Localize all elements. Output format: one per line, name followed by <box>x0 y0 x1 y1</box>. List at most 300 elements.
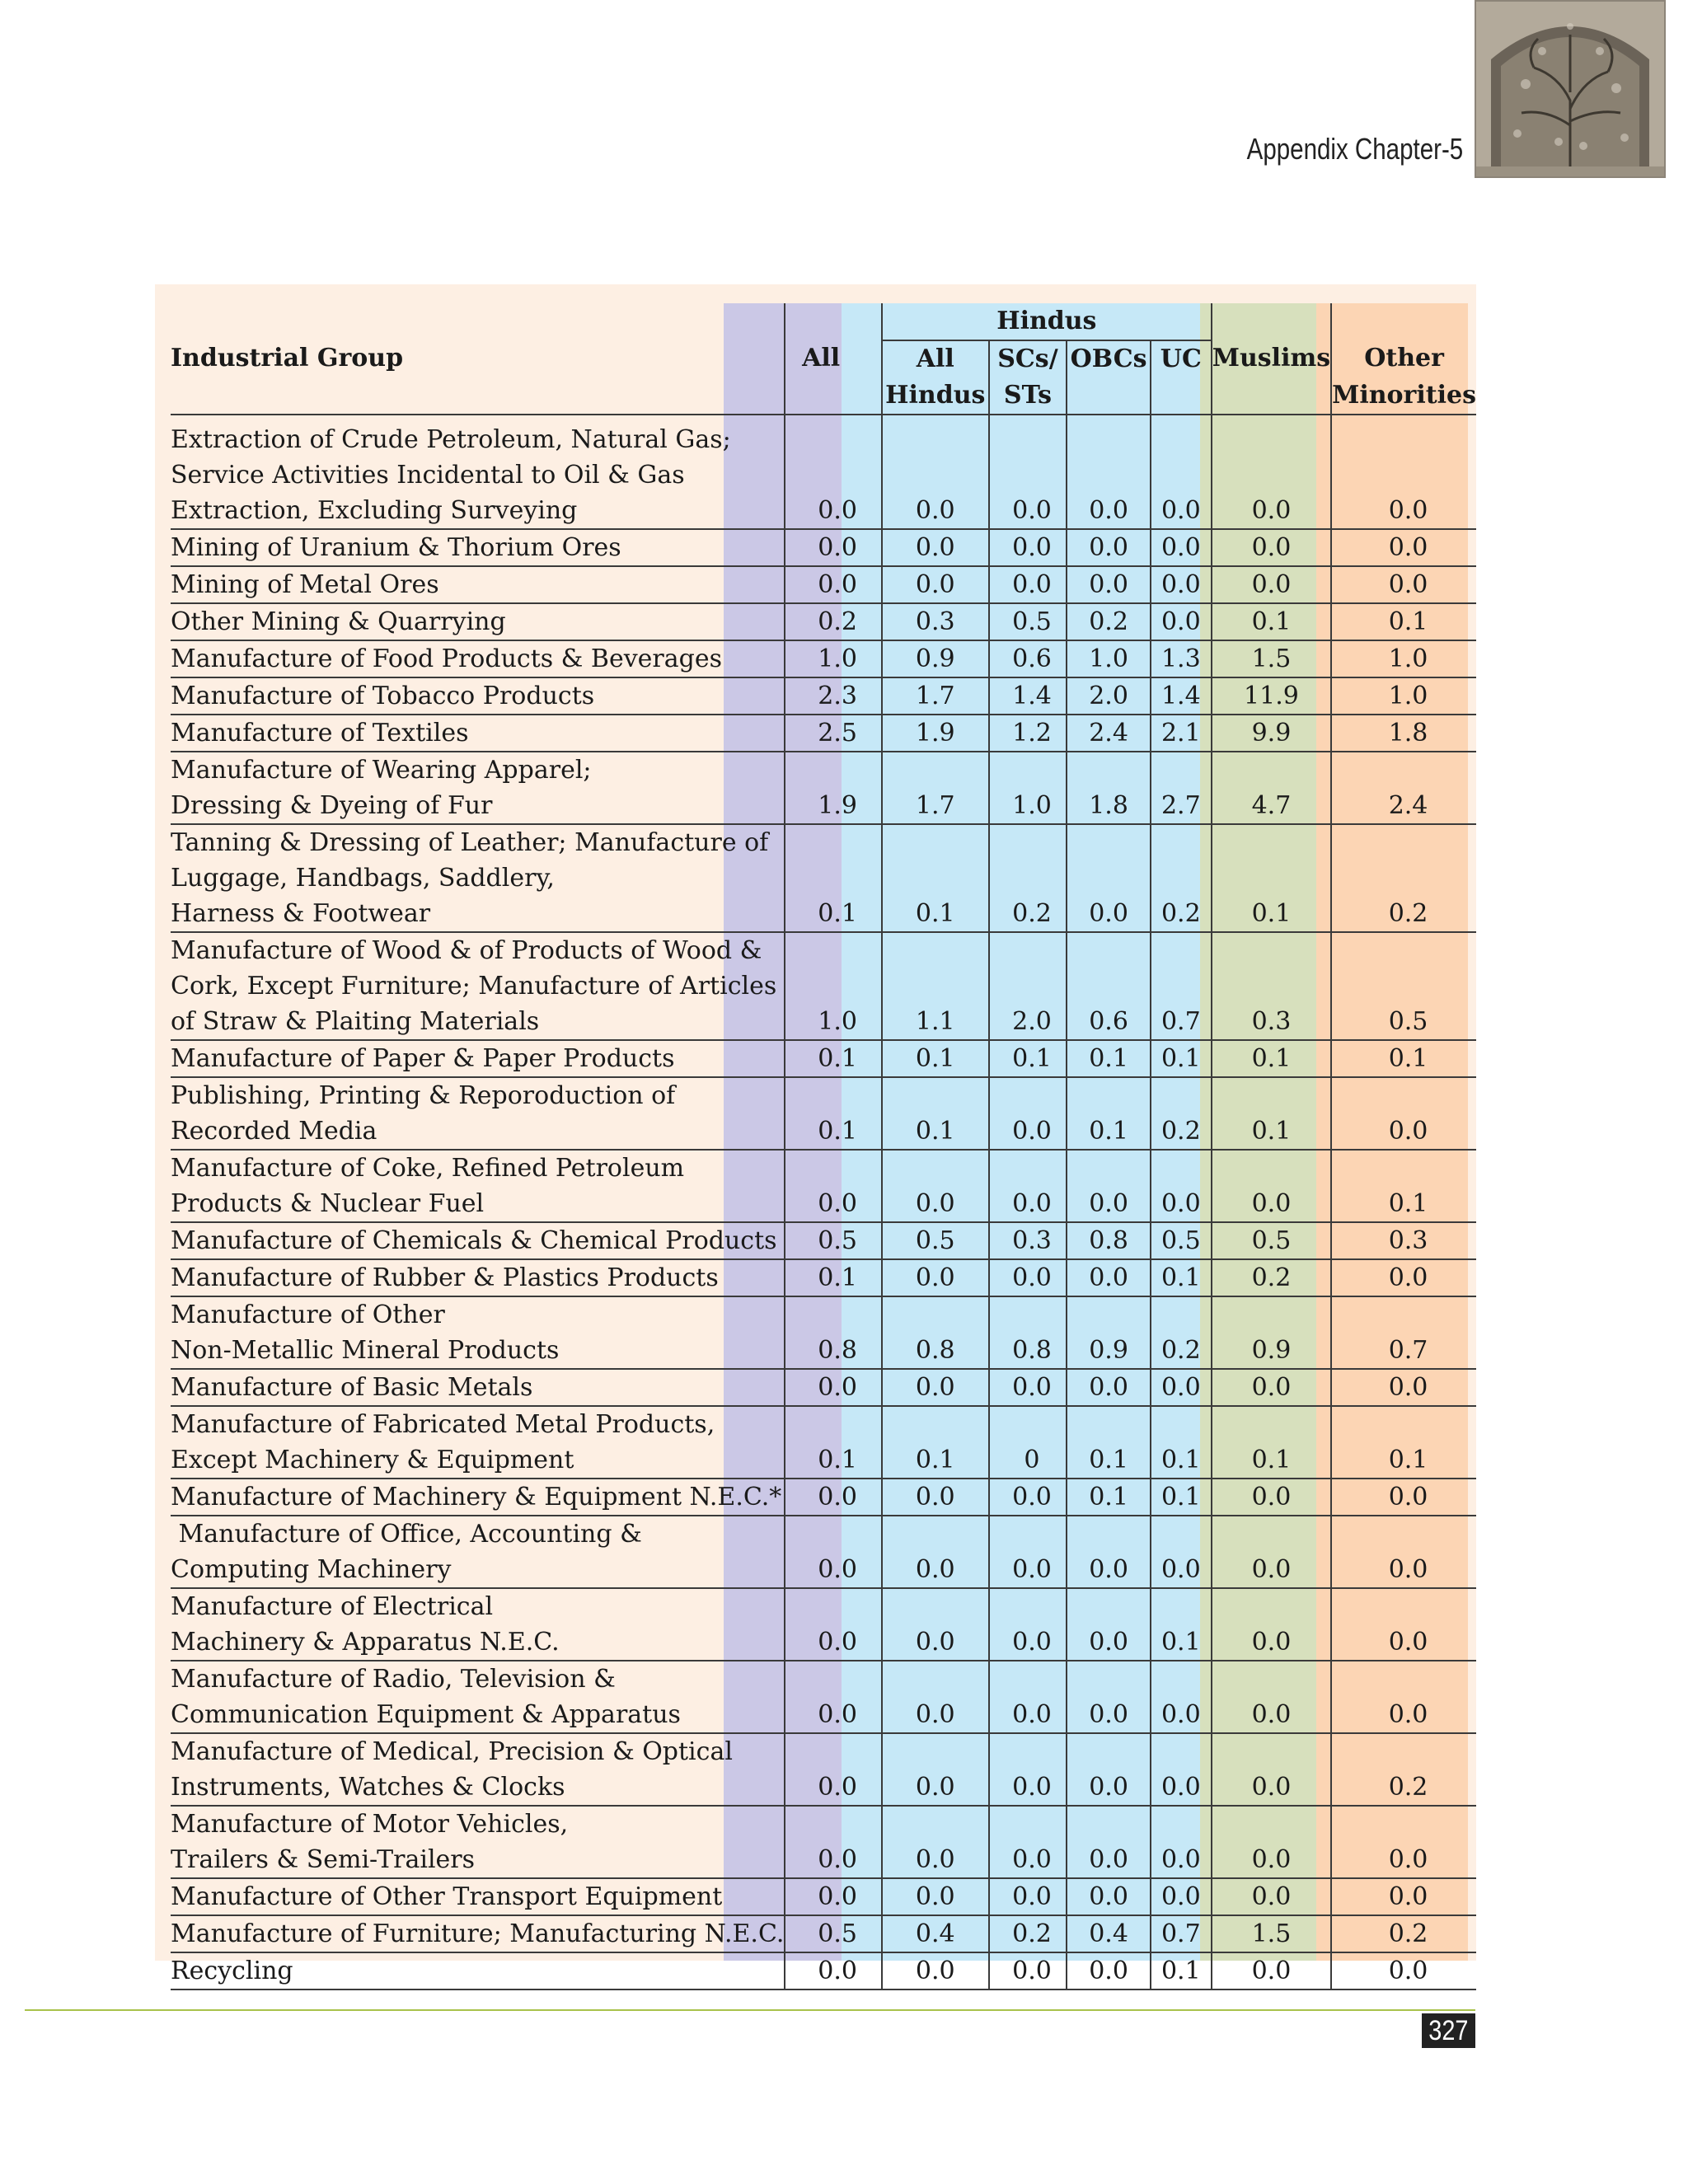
obcs-value: 0.0 <box>1067 1516 1151 1588</box>
scs-sts-value: 0 <box>989 1406 1067 1479</box>
industrial-group-name-line: Manufacture of Fabricated Metal Products, <box>171 1410 715 1439</box>
all-value: 0.0 <box>785 1661 882 1733</box>
obcs-value: 0.0 <box>1067 1588 1151 1661</box>
industrial-group-name-line: Manufacture of Rubber & Plastics Products <box>171 1263 719 1292</box>
industrial-group-name <box>171 1952 785 1990</box>
table-row <box>171 1406 1476 1479</box>
uc-value: 0.0 <box>1151 529 1212 566</box>
all-hindus-value: 0.0 <box>882 1878 989 1915</box>
all-value: 0.1 <box>785 1040 882 1077</box>
uc-value: 0.1 <box>1151 1479 1212 1516</box>
table-row <box>171 1150 1476 1222</box>
obcs-value: 0.0 <box>1067 1150 1151 1222</box>
industrial-group-name <box>171 1077 785 1150</box>
other-minorities-value: 0.3 <box>1331 1222 1476 1259</box>
other-minorities-header-line1: Other <box>1331 340 1476 377</box>
muslims-value: 0.3 <box>1212 932 1331 1040</box>
all-value: 0.1 <box>785 1259 882 1296</box>
all-hindus-value: 0.1 <box>882 824 989 932</box>
all-hindus-value: 0.4 <box>882 1915 989 1952</box>
obcs-value: 0.1 <box>1067 1406 1151 1479</box>
muslims-value: 0.0 <box>1212 422 1331 529</box>
muslims-value: 1.5 <box>1212 1915 1331 1952</box>
industrial-group-table <box>171 303 1476 1990</box>
other-minorities-value: 0.1 <box>1331 1406 1476 1479</box>
industrial-group-name <box>171 1369 785 1406</box>
uc-header: UC <box>1151 340 1212 377</box>
table-row <box>171 1733 1476 1806</box>
uc-value: 0.7 <box>1151 1915 1212 1952</box>
industrial-group-name-line: Manufacture of Furniture; Manufacturing N.E.C. <box>171 1919 785 1948</box>
all-value: 0.0 <box>785 1369 882 1406</box>
industrial-group-name <box>171 1516 785 1588</box>
uc-value: 2.7 <box>1151 752 1212 824</box>
industrial-group-table-panel <box>155 284 1476 1985</box>
uc-value: 0.2 <box>1151 1077 1212 1150</box>
other-minorities-value: 0.0 <box>1331 1661 1476 1733</box>
scs-sts-value: 0.0 <box>989 1733 1067 1806</box>
industrial-group-name-line: Trailers & Semi-Trailers <box>171 1845 476 1874</box>
scs-sts-value: 0.0 <box>989 566 1067 603</box>
scs-sts-value: 0.2 <box>989 824 1067 932</box>
industrial-group-name-line: Extraction of Crude Petroleum, Natural Gas; <box>171 425 731 454</box>
industrial-group-name-line: Manufacture of Tobacco Products <box>171 682 595 710</box>
all-value: 0.8 <box>785 1296 882 1369</box>
all-value: 2.3 <box>785 677 882 715</box>
obcs-value: 0.8 <box>1067 1222 1151 1259</box>
muslims-value: 0.0 <box>1212 1479 1331 1516</box>
uc-value: 0.0 <box>1151 1150 1212 1222</box>
header-spacer <box>171 377 785 415</box>
industrial-group-name-line: Manufacture of Radio, Television & <box>171 1665 616 1694</box>
all-value: 0.0 <box>785 422 882 529</box>
scs-sts-value: 0.0 <box>989 1516 1067 1588</box>
all-hindus-value: 0.0 <box>882 1150 989 1222</box>
all-hindus-value: 0.0 <box>882 529 989 566</box>
all-value: 1.9 <box>785 752 882 824</box>
all-hindus-value: 0.0 <box>882 566 989 603</box>
industrial-group-name <box>171 640 785 677</box>
muslims-value: 0.0 <box>1212 1588 1331 1661</box>
all-hindus-value: 0.1 <box>882 1040 989 1077</box>
industrial-group-name-line: Machinery & Apparatus N.E.C. <box>171 1628 560 1657</box>
industrial-group-name-line: Manufacture of Motor Vehicles, <box>171 1810 569 1839</box>
table-row <box>171 1259 1476 1296</box>
all-hindus-value: 0.0 <box>882 1259 989 1296</box>
industrial-group-name <box>171 824 785 932</box>
scs-sts-value: 0.8 <box>989 1296 1067 1369</box>
all-hindus-value: 0.0 <box>882 1479 989 1516</box>
industrial-group-name-line: Service Activities Incidental to Oil & Gas <box>171 461 685 490</box>
other-minorities-value: 0.0 <box>1331 1878 1476 1915</box>
other-minorities-value: 1.8 <box>1331 715 1476 752</box>
uc-value: 0.0 <box>1151 603 1212 640</box>
header-gap <box>785 415 882 422</box>
industrial-group-name <box>171 566 785 603</box>
all-value: 0.0 <box>785 1878 882 1915</box>
table-row <box>171 677 1476 715</box>
table-row <box>171 1878 1476 1915</box>
industrial-group-name <box>171 1296 785 1369</box>
other-minorities-value: 0.1 <box>1331 1040 1476 1077</box>
industrial-group-name-line: Publishing, Printing & Reporoduction of <box>171 1081 676 1110</box>
obcs-value: 0.0 <box>1067 1806 1151 1878</box>
all-value: 0.0 <box>785 1150 882 1222</box>
all-hindus-value: 0.0 <box>882 1733 989 1806</box>
industrial-group-name-line: Manufacture of Food Products & Beverages <box>171 644 723 673</box>
all-value: 0.0 <box>785 1588 882 1661</box>
all-hindus-value: 0.0 <box>882 1661 989 1733</box>
header-spacer <box>1331 303 1476 340</box>
muslims-value: 9.9 <box>1212 715 1331 752</box>
all-value: 0.1 <box>785 1077 882 1150</box>
all-hindus-value: 0.1 <box>882 1406 989 1479</box>
all-value: 0.0 <box>785 529 882 566</box>
uc-value: 2.1 <box>1151 715 1212 752</box>
industrial-group-name <box>171 1040 785 1077</box>
obcs-value: 1.0 <box>1067 640 1151 677</box>
header-gap <box>1212 415 1331 422</box>
other-minorities-value: 0.1 <box>1331 603 1476 640</box>
obcs-value: 0.0 <box>1067 1369 1151 1406</box>
industrial-group-name-line: Products & Nuclear Fuel <box>171 1189 485 1218</box>
industrial-group-name-line: Computing Machinery <box>171 1555 452 1584</box>
other-minorities-value: 0.0 <box>1331 529 1476 566</box>
table-row <box>171 422 1476 529</box>
all-value: 1.0 <box>785 932 882 1040</box>
table-row <box>171 1222 1476 1259</box>
uc-value: 0.1 <box>1151 1259 1212 1296</box>
all-value: 0.5 <box>785 1222 882 1259</box>
industrial-group-name-line: Manufacture of Paper & Paper Products <box>171 1044 675 1073</box>
industrial-group-name <box>171 1588 785 1661</box>
industrial-group-name <box>171 422 785 529</box>
obcs-value: 0.0 <box>1067 1259 1151 1296</box>
muslims-value: 0.0 <box>1212 1150 1331 1222</box>
all-hindus-value: 0.5 <box>882 1222 989 1259</box>
other-minorities-value: 2.4 <box>1331 752 1476 824</box>
other-minorities-value: 0.2 <box>1331 1915 1476 1952</box>
all-hindus-value: 0.0 <box>882 1369 989 1406</box>
muslims-value: 0.0 <box>1212 1516 1331 1588</box>
all-value: 0.0 <box>785 1806 882 1878</box>
other-minorities-value: 0.0 <box>1331 422 1476 529</box>
other-minorities-value: 0.0 <box>1331 1516 1476 1588</box>
obcs-value: 0.1 <box>1067 1040 1151 1077</box>
all-hindus-value: 1.7 <box>882 677 989 715</box>
table-row <box>171 824 1476 932</box>
scs-sts-value: 0.6 <box>989 640 1067 677</box>
muslims-value: 0.1 <box>1212 1040 1331 1077</box>
muslims-value: 0.0 <box>1212 1806 1331 1878</box>
all-value: 0.5 <box>785 1915 882 1952</box>
uc-value: 0.1 <box>1151 1952 1212 1990</box>
obcs-value: 0.9 <box>1067 1296 1151 1369</box>
industrial-group-name-line: Instruments, Watches & Clocks <box>171 1773 565 1802</box>
industrial-group-name-line: Manufacture of Coke, Refined Petroleum <box>171 1154 685 1183</box>
all-hindus-value: 0.3 <box>882 603 989 640</box>
industrial-group-name-line: Mining of Uranium & Thorium Ores <box>171 533 621 562</box>
industrial-group-name-line: Harness & Footwear <box>171 899 431 928</box>
header-spacer <box>171 303 785 340</box>
scs-sts-value: 0.1 <box>989 1040 1067 1077</box>
table-row <box>171 1806 1476 1878</box>
muslims-value: 0.1 <box>1212 824 1331 932</box>
uc-value: 0.0 <box>1151 1733 1212 1806</box>
header-spacer <box>785 377 882 415</box>
scs-sts-value: 0.0 <box>989 1479 1067 1516</box>
industrial-group-name-line: Dressing & Dyeing of Fur <box>171 791 493 820</box>
scs-sts-value: 0.0 <box>989 1661 1067 1733</box>
scs-sts-value: 0.5 <box>989 603 1067 640</box>
scs-sts-value: 0.0 <box>989 1150 1067 1222</box>
obcs-value: 0.0 <box>1067 1661 1151 1733</box>
industrial-group-name-line: Manufacture of Wearing Apparel; <box>171 756 592 785</box>
all-value: 0.0 <box>785 1516 882 1588</box>
scs-sts-value: 0.0 <box>989 1806 1067 1878</box>
header-spacer <box>785 303 882 340</box>
muslims-value: 0.1 <box>1212 1077 1331 1150</box>
table-body <box>171 422 1476 1990</box>
uc-value: 0.0 <box>1151 1661 1212 1733</box>
scs-sts-value: 1.4 <box>989 677 1067 715</box>
industrial-group-name-line: Except Machinery & Equipment <box>171 1446 574 1474</box>
header-spacer <box>1212 377 1331 415</box>
industrial-group-name <box>171 529 785 566</box>
obcs-value: 0.0 <box>1067 529 1151 566</box>
scs-sts-value: 0.0 <box>989 1369 1067 1406</box>
scs-sts-value: 0.0 <box>989 1878 1067 1915</box>
other-minorities-value: 0.0 <box>1331 566 1476 603</box>
muslims-value: 0.0 <box>1212 529 1331 566</box>
industrial-group-name-line: Tanning & Dressing of Leather; Manufacture of <box>171 828 769 857</box>
other-minorities-value: 0.0 <box>1331 1952 1476 1990</box>
other-minorities-value: 0.0 <box>1331 1588 1476 1661</box>
header-gap <box>171 415 785 422</box>
uc-value: 0.7 <box>1151 932 1212 1040</box>
table-row <box>171 1040 1476 1077</box>
uc-value: 0.0 <box>1151 566 1212 603</box>
muslims-value: 4.7 <box>1212 752 1331 824</box>
industrial-group-name-line: Extraction, Excluding Surveying <box>171 496 578 525</box>
header-gap <box>882 415 989 422</box>
all-hindus-value: 0.9 <box>882 640 989 677</box>
industrial-group-name <box>171 677 785 715</box>
muslims-value: 0.0 <box>1212 1369 1331 1406</box>
obcs-value: 1.8 <box>1067 752 1151 824</box>
industrial-group-name-line: Mining of Metal Ores <box>171 570 439 599</box>
header-spacer <box>1067 377 1151 415</box>
industrial-group-name <box>171 1915 785 1952</box>
obcs-value: 2.0 <box>1067 677 1151 715</box>
industrial-group-name <box>171 1661 785 1733</box>
uc-value: 0.0 <box>1151 1806 1212 1878</box>
other-minorities-value: 0.0 <box>1331 1369 1476 1406</box>
scs-sts-value: 0.0 <box>989 422 1067 529</box>
all-value: 2.5 <box>785 715 882 752</box>
uc-value: 0.1 <box>1151 1588 1212 1661</box>
other-minorities-value: 0.0 <box>1331 1077 1476 1150</box>
other-minorities-value: 0.0 <box>1331 1259 1476 1296</box>
all-value: 0.0 <box>785 1479 882 1516</box>
other-minorities-value: 0.0 <box>1331 1479 1476 1516</box>
header-spacer <box>1151 377 1212 415</box>
scs-sts-value: 0.0 <box>989 1077 1067 1150</box>
other-minorities-value: 1.0 <box>1331 640 1476 677</box>
uc-value: 0.1 <box>1151 1040 1212 1077</box>
table-row <box>171 603 1476 640</box>
industrial-group-name <box>171 1150 785 1222</box>
industrial-group-name-line: Manufacture of Other <box>171 1301 445 1329</box>
all-value: 0.1 <box>785 1406 882 1479</box>
table-row <box>171 715 1476 752</box>
muslims-value: 0.0 <box>1212 1661 1331 1733</box>
industrial-group-name <box>171 1733 785 1806</box>
scs-sts-header-line2: STs <box>989 377 1067 415</box>
industrial-group-name <box>171 1806 785 1878</box>
all-hindus-value: 0.1 <box>882 1077 989 1150</box>
industrial-group-name-line: Manufacture of Textiles <box>171 719 469 748</box>
uc-value: 0.1 <box>1151 1406 1212 1479</box>
industrial-group-header: Industrial Group <box>171 344 404 373</box>
obcs-value: 0.0 <box>1067 824 1151 932</box>
scs-sts-header-line1: SCs/ <box>989 340 1067 377</box>
table-row <box>171 1479 1476 1516</box>
obcs-value: 0.0 <box>1067 422 1151 529</box>
industrial-group-name-line: Communication Equipment & Apparatus <box>171 1700 681 1729</box>
table-row <box>171 752 1476 824</box>
muslims-value: 0.1 <box>1212 603 1331 640</box>
muslims-value: 0.0 <box>1212 1878 1331 1915</box>
chapter-label: Appendix Chapter-5 <box>1246 132 1463 166</box>
table-row <box>171 1952 1476 1990</box>
industrial-group-name-line: of Straw & Plaiting Materials <box>171 1007 540 1036</box>
scs-sts-value: 0.3 <box>989 1222 1067 1259</box>
all-hindus-value: 0.0 <box>882 1806 989 1878</box>
all-hindus-value: 1.9 <box>882 715 989 752</box>
all-hindus-value: 0.8 <box>882 1296 989 1369</box>
scs-sts-value: 0.0 <box>989 1588 1067 1661</box>
industrial-group-name-line: Manufacture of Medical, Precision & Optical <box>171 1737 733 1766</box>
uc-value: 0.0 <box>1151 422 1212 529</box>
industrial-group-name <box>171 1479 785 1516</box>
uc-value: 0.0 <box>1151 1369 1212 1406</box>
other-minorities-value: 0.0 <box>1331 1806 1476 1878</box>
obcs-value: 0.6 <box>1067 932 1151 1040</box>
other-minorities-value: 1.0 <box>1331 677 1476 715</box>
industrial-group-name <box>171 1222 785 1259</box>
hindus-group-header: Hindus <box>882 303 1212 340</box>
table-row <box>171 932 1476 1040</box>
industrial-group-name-line: Non-Metallic Mineral Products <box>171 1336 560 1365</box>
all-value: 0.1 <box>785 824 882 932</box>
table-row <box>171 1588 1476 1661</box>
industrial-group-name <box>171 1259 785 1296</box>
all-value: 0.0 <box>785 1733 882 1806</box>
table-row <box>171 1915 1476 1952</box>
muslims-value: 0.0 <box>1212 566 1331 603</box>
obcs-value: 0.1 <box>1067 1479 1151 1516</box>
footer-rule <box>25 2009 1475 2011</box>
uc-value: 0.0 <box>1151 1878 1212 1915</box>
header-gap <box>1331 415 1476 422</box>
all-hindus-header-line1: All <box>882 340 989 377</box>
industrial-group-name-line: Cork, Except Furniture; Manufacture of Articles <box>171 972 777 1001</box>
industrial-group-name <box>171 752 785 824</box>
muslims-header: Muslims <box>1212 340 1331 377</box>
all-hindus-value: 0.0 <box>882 422 989 529</box>
industrial-group-name-line: Manufacture of Wood & of Products of Wood & <box>171 936 762 965</box>
all-header: All <box>785 340 882 377</box>
obcs-value: 0.0 <box>1067 1878 1151 1915</box>
uc-value: 0.5 <box>1151 1222 1212 1259</box>
header-spacer <box>1212 303 1331 340</box>
all-hindus-value: 0.0 <box>882 1516 989 1588</box>
page-number: 327 <box>1422 2013 1475 2048</box>
jali-window-image <box>1475 0 1666 178</box>
uc-value: 0.2 <box>1151 1296 1212 1369</box>
uc-value: 0.2 <box>1151 824 1212 932</box>
muslims-value: 0.0 <box>1212 1733 1331 1806</box>
obcs-value: 0.4 <box>1067 1915 1151 1952</box>
all-value: 0.0 <box>785 1952 882 1990</box>
industrial-group-name <box>171 603 785 640</box>
industrial-group-name-line: Recycling <box>171 1957 293 1985</box>
industrial-group-name-line: Manufacture of Chemicals & Chemical Products <box>171 1226 777 1255</box>
industrial-group-name-line: Manufacture of Basic Metals <box>171 1373 533 1402</box>
scs-sts-value: 1.0 <box>989 752 1067 824</box>
obcs-value: 2.4 <box>1067 715 1151 752</box>
other-minorities-value: 0.2 <box>1331 824 1476 932</box>
all-value: 0.2 <box>785 603 882 640</box>
all-hindus-value: 0.0 <box>882 1952 989 1990</box>
scs-sts-value: 1.2 <box>989 715 1067 752</box>
muslims-value: 0.0 <box>1212 1952 1331 1990</box>
industrial-group-name-line: Manufacture of Office, Accounting & <box>171 1520 642 1549</box>
obcs-value: 0.0 <box>1067 1733 1151 1806</box>
all-hindus-value: 1.7 <box>882 752 989 824</box>
industrial-group-name-line: Luggage, Handbags, Saddlery, <box>171 864 555 893</box>
industrial-group-name <box>171 1878 785 1915</box>
table-row <box>171 1369 1476 1406</box>
muslims-value: 0.9 <box>1212 1296 1331 1369</box>
other-minorities-value: 0.7 <box>1331 1296 1476 1369</box>
industrial-group-name-line: Manufacture of Machinery & Equipment N.E.C.* <box>171 1483 782 1511</box>
other-minorities-value: 0.1 <box>1331 1150 1476 1222</box>
table-row <box>171 1661 1476 1733</box>
muslims-value: 1.5 <box>1212 640 1331 677</box>
industrial-group-name <box>171 715 785 752</box>
all-value: 1.0 <box>785 640 882 677</box>
obcs-value: 0.0 <box>1067 1952 1151 1990</box>
table-row <box>171 566 1476 603</box>
industrial-group-name <box>171 1406 785 1479</box>
muslims-value: 0.1 <box>1212 1406 1331 1479</box>
all-value: 0.0 <box>785 566 882 603</box>
uc-value: 1.4 <box>1151 677 1212 715</box>
other-minorities-value: 0.5 <box>1331 932 1476 1040</box>
scs-sts-value: 0.0 <box>989 529 1067 566</box>
obcs-header: OBCs <box>1067 340 1151 377</box>
all-hindus-header-line2: Hindus <box>882 377 989 415</box>
all-hindus-value: 1.1 <box>882 932 989 1040</box>
scs-sts-value: 0.2 <box>989 1915 1067 1952</box>
all-hindus-value: 0.0 <box>882 1588 989 1661</box>
other-minorities-header-line2: Minorities <box>1331 377 1476 415</box>
table-row <box>171 529 1476 566</box>
muslims-value: 11.9 <box>1212 677 1331 715</box>
header-gap <box>1067 415 1151 422</box>
